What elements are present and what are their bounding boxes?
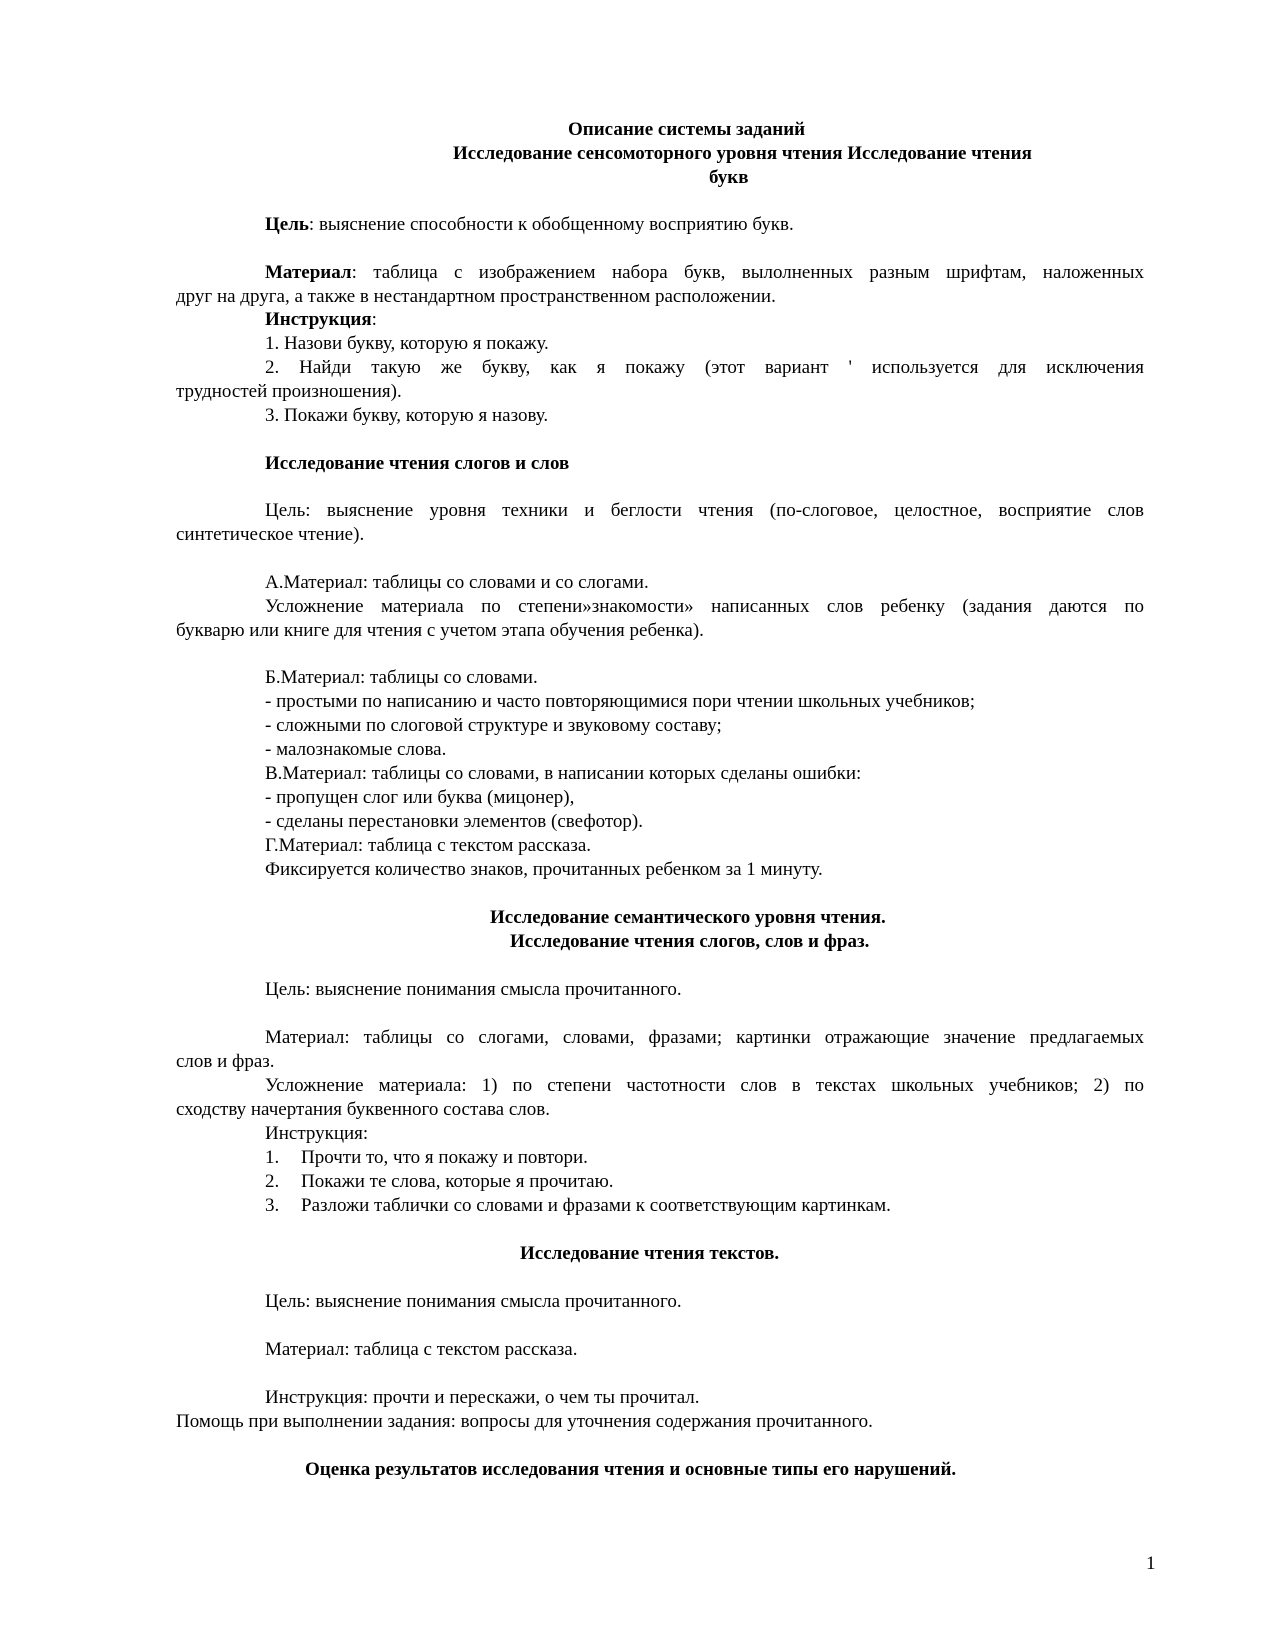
s3-item-1-text: Прочти то, что я покажу и повтори. (301, 1147, 588, 1168)
title-line-2: Исследование сенсомоторного уровня чтения Исследование чтения (453, 143, 1032, 164)
s4-heading: Исследование чтения текстов. (520, 1243, 780, 1264)
s3-goal: Цель: выяснение понимания смысла прочитанного. (265, 979, 682, 1000)
s2-goal-line-1: Цель: выяснение уровня техники и беглости чтения (по-слоговое, целостное, восприятие слов (265, 500, 1144, 521)
s1-instruction-colon: : (371, 309, 377, 330)
s2-heading: Исследование чтения слогов и слов (265, 453, 570, 474)
s3-item-3-num: 3. (265, 1195, 280, 1216)
s1-goal-label: Цель (265, 214, 309, 235)
s3-item-2 (265, 1171, 614, 1193)
s3-item-2-text: Покажи те слова, которые я прочитаю. (301, 1171, 614, 1192)
s2-b-material: Б.Материал: таблицы со словами. (265, 667, 538, 688)
s1-material-line-2: друг на друга, а также в нестандартном пространственном расположении. (176, 286, 776, 307)
s1-instruction-label: Инструкция (265, 309, 372, 330)
s2-b-item-3: - малознакомые слова. (265, 739, 447, 760)
s2-b-item-2: - сложными по слоговой структуре и звуковому составу; (265, 715, 722, 736)
s2-goal-line-2: синтетическое чтение). (176, 524, 365, 545)
title-line-1: Описание системы заданий (568, 119, 806, 140)
s1-material-label: Материал (265, 262, 352, 283)
s3-complication-line-2: сходству начертания буквенного состава слов. (176, 1099, 550, 1120)
s1-item-3: 3. Покажи букву, которую я назову. (265, 405, 549, 426)
s2-v-item-1: - пропущен слог или буква (мицонер), (265, 787, 575, 808)
s2-a-material: А.Материал: таблицы со словами и со слогами. (265, 572, 649, 593)
s1-instruction (265, 309, 377, 331)
s3-instruction-label: Инструкция: (265, 1123, 369, 1144)
s3-item-3 (265, 1195, 891, 1217)
title-line-3: букв (709, 167, 749, 188)
s2-b-item-1: - простыми по написанию и часто повторяющимися пори чтении школьных учебников; (265, 691, 975, 712)
s5-heading: Оценка результатов исследования чтения и основные типы его нарушений. (305, 1459, 957, 1480)
s3-heading-line-2: Исследование чтения слогов, слов и фраз. (510, 931, 870, 952)
s3-item-3-text: Разложи таблички со словами и фразами к соответствующим картинкам. (301, 1195, 891, 1216)
s1-goal (265, 214, 794, 236)
s1-goal-text: : выяснение способности к обобщенному восприятию букв. (308, 214, 794, 235)
s1-material-line-1 (265, 262, 1144, 284)
s2-v-item-2: - сделаны перестановки элементов (свефотор). (265, 811, 644, 832)
s2-a-complication-line-2: букварю или книге для чтения с учетом этапа обучения ребенка). (176, 620, 704, 641)
s1-item-1: 1. Назови букву, которую я покажу. (265, 333, 549, 354)
s3-heading-line-1: Исследование семантического уровня чтения. (490, 907, 886, 928)
s1-item-2: 2. Найди такую же букву, как я покажу (этот вариант ' используется для исключения (265, 357, 1144, 378)
s1-item-2-cont: трудностей произношения). (176, 381, 402, 402)
s2-v-material: В.Материал: таблицы со словами, в написании которых сделаны ошибки: (265, 763, 862, 784)
s4-material: Материал: таблица с текстом рассказа. (265, 1339, 578, 1360)
s2-g-note: Фиксируется количество знаков, прочитанных ребенком за 1 минуту. (265, 859, 823, 880)
s3-item-2-num: 2. (265, 1171, 280, 1192)
s2-g-material: Г.Материал: таблица с текстом рассказа. (265, 835, 592, 856)
s2-a-complication-line-1: Усложнение материала по степени»знакомости» написанных слов ребенку (задания даются по (265, 596, 1144, 617)
page-number: 1 (1146, 1553, 1156, 1574)
s3-item-1-num: 1. (265, 1147, 280, 1168)
s4-help: Помощь при выполнении задания: вопросы для уточнения содержания прочитанного. (176, 1411, 873, 1432)
s3-complication-line-1: Усложнение материала: 1) по степени частотности слов в текстах школьных учебников; 2) по (265, 1075, 1144, 1096)
s3-material-line-2: слов и фраз. (176, 1051, 275, 1072)
s1-material-text: : таблица с изображением набора букв, вылолненных разным шрифтам, наложенных (351, 262, 1144, 283)
s4-instruction: Инструкция: прочти и перескажи, о чем ты прочитал. (265, 1387, 700, 1408)
s3-item-1 (265, 1147, 588, 1169)
s4-goal: Цель: выяснение понимания смысла прочитанного. (265, 1291, 682, 1312)
s3-material-line-1: Материал: таблицы со слогами, словами, фразами; картинки отражающие значение предлагаемых (265, 1027, 1144, 1048)
